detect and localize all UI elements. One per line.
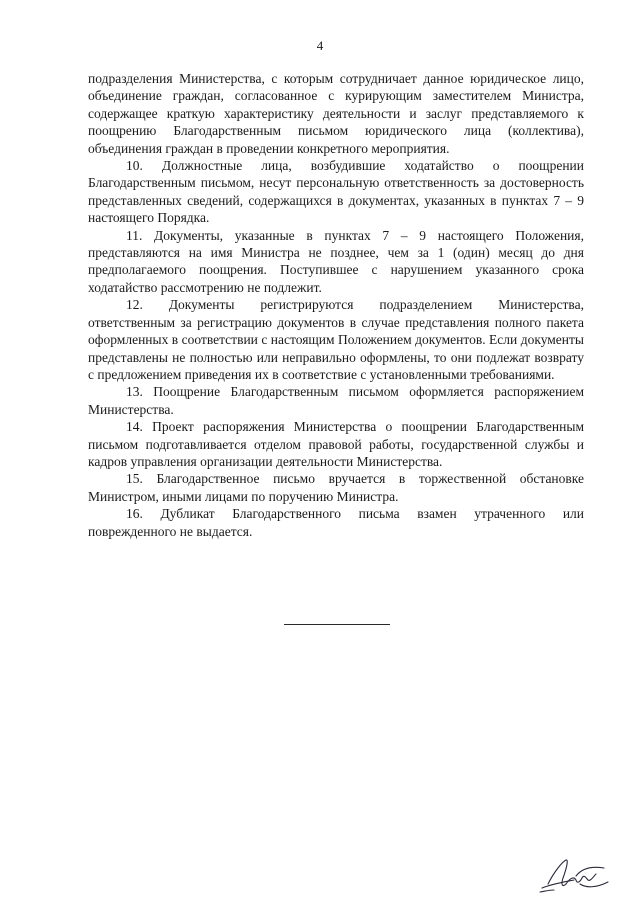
- paragraph-item-15: 15. Благодарственное письмо вручается в торжественной обстановке Министром, иными лицами по поручению Министра.: [88, 471, 584, 504]
- handwritten-signature: [536, 854, 616, 898]
- paragraph-item-13: 13. Поощрение Благодарственным письмом оформляется распоряжением Министерства.: [88, 384, 584, 417]
- paragraph-item-16: 16. Дубликат Благодарственного письма взамен утраченного или поврежденного не выдается.: [88, 506, 584, 539]
- paragraph-continuation: подразделения Министерства, с которым сотрудничает данное юридическое лицо, объединение граждан, согласованное с курирующим заместителем Министра, содержащее краткую характеристику деятельности и заслуг представляемого к поощрению Благодарственным письмом юридического лица (коллектива), объединения граждан в проведении конкретного мероприятия.: [88, 71, 584, 156]
- paragraph-item-12: 12. Документы регистрируются подразделением Министерства, ответственным за регистрацию документов в случае представления полного пакета оформленных в соответствии с настоящим Положением документов. Если документы представлены не полностью или неправильно оформлены, то они подлежат возврату с предложением приведения их в соответствие с установленными требованиями.: [88, 297, 584, 382]
- page-number: 4: [316, 38, 324, 53]
- paragraph-item-11: 11. Документы, указанные в пунктах 7 – 9 настоящего Положения, представляются на имя Министра не позднее, чем за 1 (один) месяц до дня предполагаемого поощрения. Поступившее с нарушением указанного срока ходатайство рассмотрению не подлежит.: [88, 227, 584, 295]
- paragraph-item-10: 10. Должностные лица, возбудившие ходатайство о поощрении Благодарственным письмом, несут персональную ответственность за достоверность представленных сведений, содержащихся в документах, указанных в пунктах 7 – 9 настоящего Порядка.: [88, 158, 584, 226]
- paragraph-item-14: 14. Проект распоряжения Министерства о поощрении Благодарственным письмом подготавливается отделом правовой работы, государственной службы и кадров управления организации деятельности Министерства.: [88, 419, 584, 469]
- document-body: [88, 70, 584, 540]
- end-divider-line: [284, 624, 390, 625]
